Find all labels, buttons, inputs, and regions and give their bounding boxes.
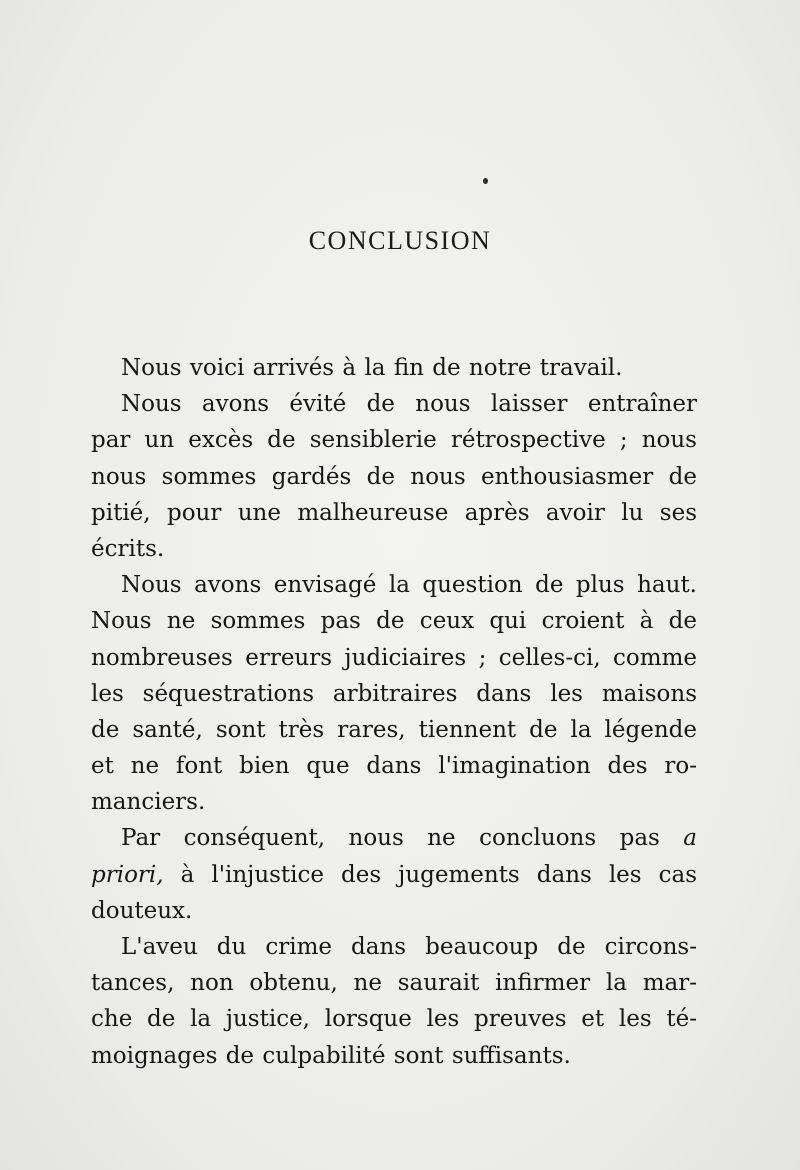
paragraph-3-line-7: manciers. — [91, 789, 206, 816]
paragraph-3-line-6: et ne font bien que dans l'imagination des ro- — [91, 753, 697, 780]
paragraph-4-line-1 — [91, 820, 697, 856]
paragraph-5-line-4: moignages de culpabilité sont suffisants. — [91, 1042, 571, 1069]
paragraph-2-line-2: par un excès de sensiblerie rétrospective ; nous — [91, 427, 697, 454]
paragraph-2-line-4: pitié, pour une malheureuse après avoir lu ses — [91, 499, 697, 526]
body-text — [91, 350, 697, 1074]
paragraph-2-line-3: nous sommes gardés de nous enthousiasmer de — [91, 463, 697, 490]
paragraph-2-line-5: écrits. — [91, 535, 165, 562]
paragraph-4-line-1-text: Par conséquent, nous ne concluons pas — [121, 825, 660, 852]
paragraph-5-line-3: che de la justice, lorsque les preuves et les té- — [91, 1006, 697, 1033]
paragraph-3-line-5: de santé, sont très rares, tiennent de la légende — [91, 716, 697, 743]
paragraph-4-italic-priori: priori, — [91, 861, 164, 888]
paragraph-4-italic-a: a — [683, 825, 698, 852]
paragraph-4-line-2-text: à l'injustice des jugements dans les cas — [180, 861, 697, 888]
ink-speck — [483, 178, 488, 184]
paragraph-5-line-2: tances, non obtenu, ne saurait infirmer la mar- — [91, 970, 697, 997]
paragraph-4-line-2 — [91, 857, 697, 893]
paragraph-3-line-1: Nous avons envisagé la question de plus haut. — [121, 572, 697, 599]
paragraph-5-line-1: L'aveu du crime dans beaucoup de circons- — [121, 934, 697, 960]
paragraph-1-line-1: Nous voici arrivés à la fin de notre travail. — [121, 355, 623, 381]
page-title: CONCLUSION — [308, 226, 492, 255]
paragraph-2-line-1: Nous avons évité de nous laisser entraîner — [121, 391, 697, 418]
paragraph-4-line-3: douteux. — [91, 897, 193, 924]
paragraph-3-line-3: nombreuses erreurs judiciaires ; celles-ci, comme — [91, 644, 697, 671]
paragraph-3-line-2: Nous ne sommes pas de ceux qui croient à de — [91, 608, 697, 635]
paragraph-3-line-4: les séquestrations arbitraires dans les maisons — [91, 680, 697, 707]
